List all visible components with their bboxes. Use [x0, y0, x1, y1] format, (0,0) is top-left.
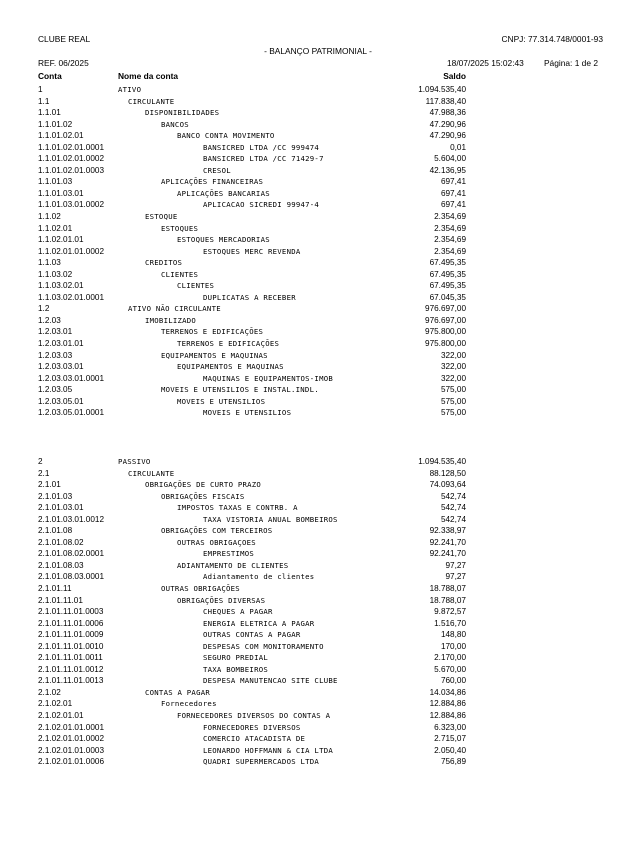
- account-name: PASSIVO: [118, 457, 151, 466]
- account-code: 1.1.02.01: [38, 223, 73, 233]
- account-code: 1: [38, 85, 43, 94]
- account-row: [0, 479, 636, 491]
- account-code: 2.1.01.08: [38, 526, 73, 536]
- account-balance: 2.170,00: [434, 653, 466, 663]
- account-name: CIRCULANTE: [128, 96, 175, 106]
- cnpj: CNPJ: 77.314.748/0001-93: [501, 34, 603, 44]
- account-row: [0, 176, 636, 188]
- account-name: ESTOQUES MERC REVENDA: [203, 246, 301, 256]
- account-row: [0, 548, 636, 560]
- account-code: 2.1.01.08.03: [38, 560, 84, 570]
- account-balance: 976.697,00: [425, 304, 466, 314]
- account-name: IMOBILIZADO: [145, 315, 197, 325]
- account-name: MOVEIS E UTENSILIOS: [203, 408, 292, 418]
- passivo-section: [0, 456, 636, 768]
- account-balance: 2.050,40: [434, 745, 466, 755]
- account-name: DESPESA MANUTENCAO SITE CLUBE: [203, 676, 338, 686]
- account-row: [0, 223, 636, 235]
- account-row: [0, 130, 636, 142]
- account-balance: 92.338,97: [429, 526, 466, 536]
- account-name: CONTAS A PAGAR: [145, 687, 211, 697]
- account-name: DESPESAS COM MONITORAMENTO: [203, 641, 324, 651]
- account-code: 2.1.01.08.03.0001: [38, 572, 105, 582]
- account-row: [0, 629, 636, 641]
- account-code: 1.2.03.01: [38, 327, 73, 337]
- account-code: 1.1.02.01.01.0002: [38, 246, 105, 256]
- account-row: [0, 514, 636, 526]
- account-balance: 2.354,69: [434, 212, 466, 222]
- account-row: [0, 361, 636, 373]
- account-balance: 12.884,86: [429, 699, 466, 709]
- account-row: [0, 119, 636, 131]
- account-name: OBRIGAÇÕES DIVERSAS: [177, 595, 266, 605]
- account-name: FORNECEDORES DIVERSOS: [203, 722, 301, 732]
- account-name: FORNECEDORES DIVERSOS DO CONTAS A: [177, 711, 331, 721]
- account-row: [0, 303, 636, 315]
- account-code: 2.1.01.08.02.0001: [38, 549, 105, 559]
- account-balance: 42.136,95: [429, 165, 466, 175]
- account-name: MOVEIS E UTENSILIOS E INSTAL.INDL.: [161, 385, 319, 395]
- account-code: 2.1.01.11.01.0011: [38, 653, 103, 663]
- account-balance: 1.094.535,40: [418, 457, 466, 466]
- account-code: 2.1.01.03.01: [38, 503, 84, 513]
- account-row: [0, 211, 636, 223]
- account-code: 2: [38, 457, 43, 466]
- account-balance: 92.241,70: [429, 537, 466, 547]
- account-balance: 1.094.535,40: [418, 85, 466, 94]
- account-row: [0, 84, 636, 96]
- account-code: 2.1.02.01: [38, 699, 73, 709]
- report-datetime: 18/07/2025 15:02:43: [447, 58, 524, 68]
- account-name: ADIANTAMENTO DE CLIENTES: [177, 560, 289, 570]
- account-code: 1.2.03.05: [38, 385, 73, 395]
- account-name: CREDITOS: [145, 258, 183, 268]
- account-balance: 67.495,35: [429, 269, 466, 279]
- account-code: 1.2.03.03.01: [38, 362, 84, 372]
- account-name: CIRCULANTE: [128, 468, 175, 478]
- account-row: [0, 165, 636, 177]
- account-balance: 117.838,40: [425, 96, 466, 106]
- account-row: [0, 96, 636, 108]
- account-balance: 575,00: [440, 408, 466, 418]
- account-row: [0, 350, 636, 362]
- account-row: [0, 583, 636, 595]
- account-name: EMPRESTIMOS: [203, 549, 255, 559]
- account-name: CLIENTES: [161, 269, 199, 279]
- account-name: OUTRAS OBRIGAÇÕES: [161, 584, 240, 594]
- account-name: ESTOQUES MERCADORIAS: [177, 235, 270, 245]
- account-row: [0, 338, 636, 350]
- account-balance: 2.354,69: [434, 223, 466, 233]
- account-balance: 18.788,07: [429, 584, 466, 594]
- account-code: 2.1.02.01.01: [38, 711, 84, 721]
- account-balance: 12.884,86: [429, 711, 466, 721]
- account-code: 1.1.03: [38, 258, 61, 268]
- account-name: CLIENTES: [177, 281, 215, 291]
- account-row: [0, 687, 636, 699]
- account-balance: 542,74: [440, 503, 466, 513]
- account-code: 1.2: [38, 304, 50, 314]
- account-balance: 97,27: [445, 572, 466, 582]
- account-balance: 760,00: [440, 676, 466, 686]
- account-code: 1.1.02.01.01: [38, 235, 84, 245]
- account-code: 1.2.03.05.01: [38, 396, 84, 406]
- account-name: ESTOQUES: [161, 223, 199, 233]
- account-balance: 67.045,35: [429, 292, 466, 302]
- account-balance: 18.788,07: [429, 595, 466, 605]
- account-row: [0, 142, 636, 154]
- account-name: IMPOSTOS TAXAS E CONTRB. A: [177, 503, 298, 513]
- account-code: 1.1.03.02.01.0001: [38, 292, 105, 302]
- account-code: 1.2.03.03.01.0001: [38, 373, 105, 383]
- account-balance: 148,80: [440, 630, 466, 640]
- account-name: QUADRI SUPERMERCADOS LTDA: [203, 757, 320, 767]
- account-name: BANSICRED LTDA /CC 999474: [203, 142, 320, 152]
- account-row: [0, 188, 636, 200]
- account-row: [0, 675, 636, 687]
- account-code: 2.1.02.01.01.0002: [38, 734, 105, 744]
- account-row: [0, 326, 636, 338]
- account-name: APLICACAO SICREDI 99947-4: [203, 200, 320, 210]
- account-balance: 322,00: [440, 350, 466, 360]
- account-row: [0, 537, 636, 549]
- account-name: MAQUINAS E EQUIPAMENTOS-IMOB: [203, 373, 334, 383]
- account-code: 1.1.02: [38, 212, 61, 222]
- account-name: OBRIGAÇÕES DE CURTO PRAZO: [145, 480, 262, 490]
- account-balance: 5.670,00: [434, 664, 466, 674]
- account-code: 2.1: [38, 468, 50, 478]
- account-row: [0, 698, 636, 710]
- account-row: [0, 664, 636, 676]
- account-name: EQUIPAMENTOS E MAQUINAS: [177, 362, 284, 372]
- account-row: [0, 710, 636, 722]
- account-row: [0, 107, 636, 119]
- account-balance: 47.290,96: [429, 119, 466, 129]
- account-name: DISPONIBILIDADES: [145, 108, 220, 118]
- account-code: 2.1.01.11: [38, 584, 72, 594]
- account-row: [0, 641, 636, 653]
- account-name: ATIVO: [118, 85, 142, 94]
- ativo-section: [0, 84, 636, 419]
- account-code: 2.1.01.11.01.0010: [38, 641, 104, 651]
- account-balance: 0,01: [450, 142, 466, 152]
- account-row: [0, 571, 636, 583]
- account-balance: 92.241,70: [429, 549, 466, 559]
- account-row: [0, 199, 636, 211]
- account-balance: 2.354,69: [434, 235, 466, 245]
- account-row: [0, 618, 636, 630]
- account-balance: 542,74: [440, 514, 466, 524]
- account-balance: 9.872,57: [434, 607, 466, 617]
- account-name: ESTOQUE: [145, 212, 178, 222]
- account-balance: 697,41: [440, 177, 466, 187]
- account-row: [0, 756, 636, 768]
- account-name: TERRENOS E EDIFICAÇÕES: [161, 327, 264, 337]
- account-code: 1.1.01.02.01.0002: [38, 154, 105, 164]
- account-name: LEONARDO HOFFMANN & CIA LTDA: [203, 745, 334, 755]
- account-code: 1.2.03.01.01: [38, 339, 84, 349]
- account-name: OBRIGAÇÕES COM TERCEIROS: [161, 526, 273, 536]
- account-name: EQUIPAMENTOS E MAQUINAS: [161, 350, 268, 360]
- account-row: [0, 491, 636, 503]
- account-balance: 67.495,35: [429, 281, 466, 291]
- account-balance: 6.323,00: [434, 722, 466, 732]
- account-row: [0, 595, 636, 607]
- account-name: BANCO CONTA MOVIMENTO: [177, 131, 275, 141]
- account-row: [0, 280, 636, 292]
- account-code: 1.1.01.02.01: [38, 131, 84, 141]
- account-row: [0, 468, 636, 480]
- account-code: 2.1.01.08.02: [38, 537, 84, 547]
- account-code: 1.2.03: [38, 315, 61, 325]
- account-balance: 170,00: [440, 641, 466, 651]
- account-name: OUTRAS OBRIGAÇOES: [177, 537, 256, 547]
- account-name: TAXA BOMBEIROS: [203, 664, 269, 674]
- account-balance: 697,41: [440, 188, 466, 198]
- account-name: BANSICRED LTDA /CC 71429-7: [203, 154, 324, 164]
- account-row: [0, 257, 636, 269]
- account-balance: 697,41: [440, 200, 466, 210]
- account-name: ATIVO NÃO CIRCULANTE: [128, 304, 221, 314]
- account-row: [0, 246, 636, 258]
- account-row: [0, 722, 636, 734]
- account-name: COMERCIO ATACADISTA DE: [203, 734, 306, 744]
- account-row: [0, 373, 636, 385]
- account-code: 2.1.01.11.01.0013: [38, 676, 104, 686]
- account-code: 2.1.01.11.01.0006: [38, 618, 104, 628]
- account-balance: 756,89: [440, 757, 466, 767]
- account-row: [0, 315, 636, 327]
- account-code: 2.1.01.11.01.0003: [38, 607, 104, 617]
- account-balance: 74.093,64: [429, 480, 466, 490]
- account-code: 1.1.01.03.01.0002: [38, 200, 105, 210]
- account-row: [0, 733, 636, 745]
- account-code: 1.2.03.03: [38, 350, 73, 360]
- account-balance: 14.034,86: [429, 687, 466, 697]
- account-row: [0, 745, 636, 757]
- account-row: [0, 502, 636, 514]
- account-balance: 47.290,96: [429, 131, 466, 141]
- account-code: 2.1.02.01.01.0001: [38, 722, 105, 732]
- account-row: [0, 292, 636, 304]
- account-balance: 975.800,00: [425, 327, 466, 337]
- account-name: CRESOL: [203, 165, 231, 175]
- account-name: BANCOS: [161, 119, 189, 129]
- account-name: APLICAÇÕES FINANCEIRAS: [161, 177, 264, 187]
- account-name: DUPLICATAS A RECEBER: [203, 292, 296, 302]
- account-row: [0, 560, 636, 572]
- account-name: MOVEIS E UTENSILIOS: [177, 396, 266, 406]
- account-row: [0, 153, 636, 165]
- account-balance: 575,00: [440, 396, 466, 406]
- account-balance: 5.604,00: [434, 154, 466, 164]
- page-indicator: Página: 1 de 2: [543, 58, 598, 68]
- account-row: [0, 606, 636, 618]
- company-name: CLUBE REAL: [38, 34, 91, 44]
- column-header-code: Conta: [38, 71, 62, 81]
- account-balance: 2.354,69: [434, 246, 466, 256]
- account-balance: 47.988,36: [429, 108, 466, 118]
- account-name: CHEQUES A PAGAR: [203, 607, 273, 617]
- account-row: [0, 456, 636, 468]
- account-balance: 975.800,00: [425, 339, 466, 349]
- account-balance: 1.516,70: [434, 618, 466, 628]
- account-balance: 575,00: [440, 385, 466, 395]
- account-code: 1.1.03.02: [38, 269, 73, 279]
- account-row: [0, 407, 636, 419]
- account-balance: 322,00: [440, 373, 466, 383]
- account-name: SEGURO PREDIAL: [203, 653, 269, 663]
- account-name: ENERGIA ELETRICA A PAGAR: [203, 618, 315, 628]
- account-code: 2.1.02.01.01.0006: [38, 757, 105, 767]
- account-code: 2.1.01.03.01.0012: [38, 514, 105, 524]
- report-title: - BALANÇO PATRIMONIAL -: [264, 46, 372, 56]
- column-header-name: Nome da conta: [118, 71, 179, 81]
- account-code: 1.1: [38, 96, 50, 106]
- account-name: APLICAÇÕES BANCARIAS: [177, 188, 270, 198]
- account-balance: 976.697,00: [425, 315, 466, 325]
- account-row: [0, 525, 636, 537]
- account-code: 2.1.01: [38, 480, 61, 490]
- account-code: 2.1.02.01.01.0003: [38, 745, 105, 755]
- reference-period: REF. 06/2025: [38, 58, 89, 68]
- account-code: 2.1.01.03: [38, 491, 73, 501]
- account-balance: 97,27: [445, 560, 466, 570]
- account-name: Fornecedores: [161, 699, 217, 709]
- account-code: 1.1.01.02.01.0003: [38, 165, 105, 175]
- account-code: 1.1.03.02.01: [38, 281, 84, 291]
- account-balance: 2.715,07: [434, 734, 466, 744]
- account-name: TAXA VISTORIA ANUAL BOMBEIROS: [203, 514, 338, 524]
- account-name: OUTRAS CONTAS A PAGAR: [203, 630, 301, 640]
- account-row: [0, 269, 636, 281]
- account-code: 1.2.03.05.01.0001: [38, 408, 105, 418]
- account-code: 2.1.01.11.01.0012: [38, 664, 104, 674]
- account-code: 1.1.01.02: [38, 119, 73, 129]
- account-row: [0, 652, 636, 664]
- account-row: [0, 396, 636, 408]
- account-row: [0, 384, 636, 396]
- account-code: 2.1.02: [38, 687, 61, 697]
- account-name: Adiantamento de clientes: [203, 572, 315, 582]
- account-balance: 542,74: [440, 491, 466, 501]
- account-code: 1.1.01.02.01.0001: [38, 142, 105, 152]
- account-row: [0, 234, 636, 246]
- account-code: 2.1.01.11.01: [38, 595, 83, 605]
- account-balance: 88.128,50: [429, 468, 466, 478]
- account-name: TERRENOS E EDIFICAÇÕES: [177, 339, 280, 349]
- account-code: 2.1.01.11.01.0009: [38, 630, 104, 640]
- account-code: 1.1.01.03: [38, 177, 73, 187]
- column-header-balance: Saldo: [443, 71, 466, 81]
- account-code: 1.1.01.03.01: [38, 188, 84, 198]
- account-balance: 322,00: [440, 362, 466, 372]
- account-name: OBRIGAÇÕES FISCAIS: [161, 491, 245, 501]
- account-code: 1.1.01: [38, 108, 61, 118]
- account-balance: 67.495,35: [429, 258, 466, 268]
